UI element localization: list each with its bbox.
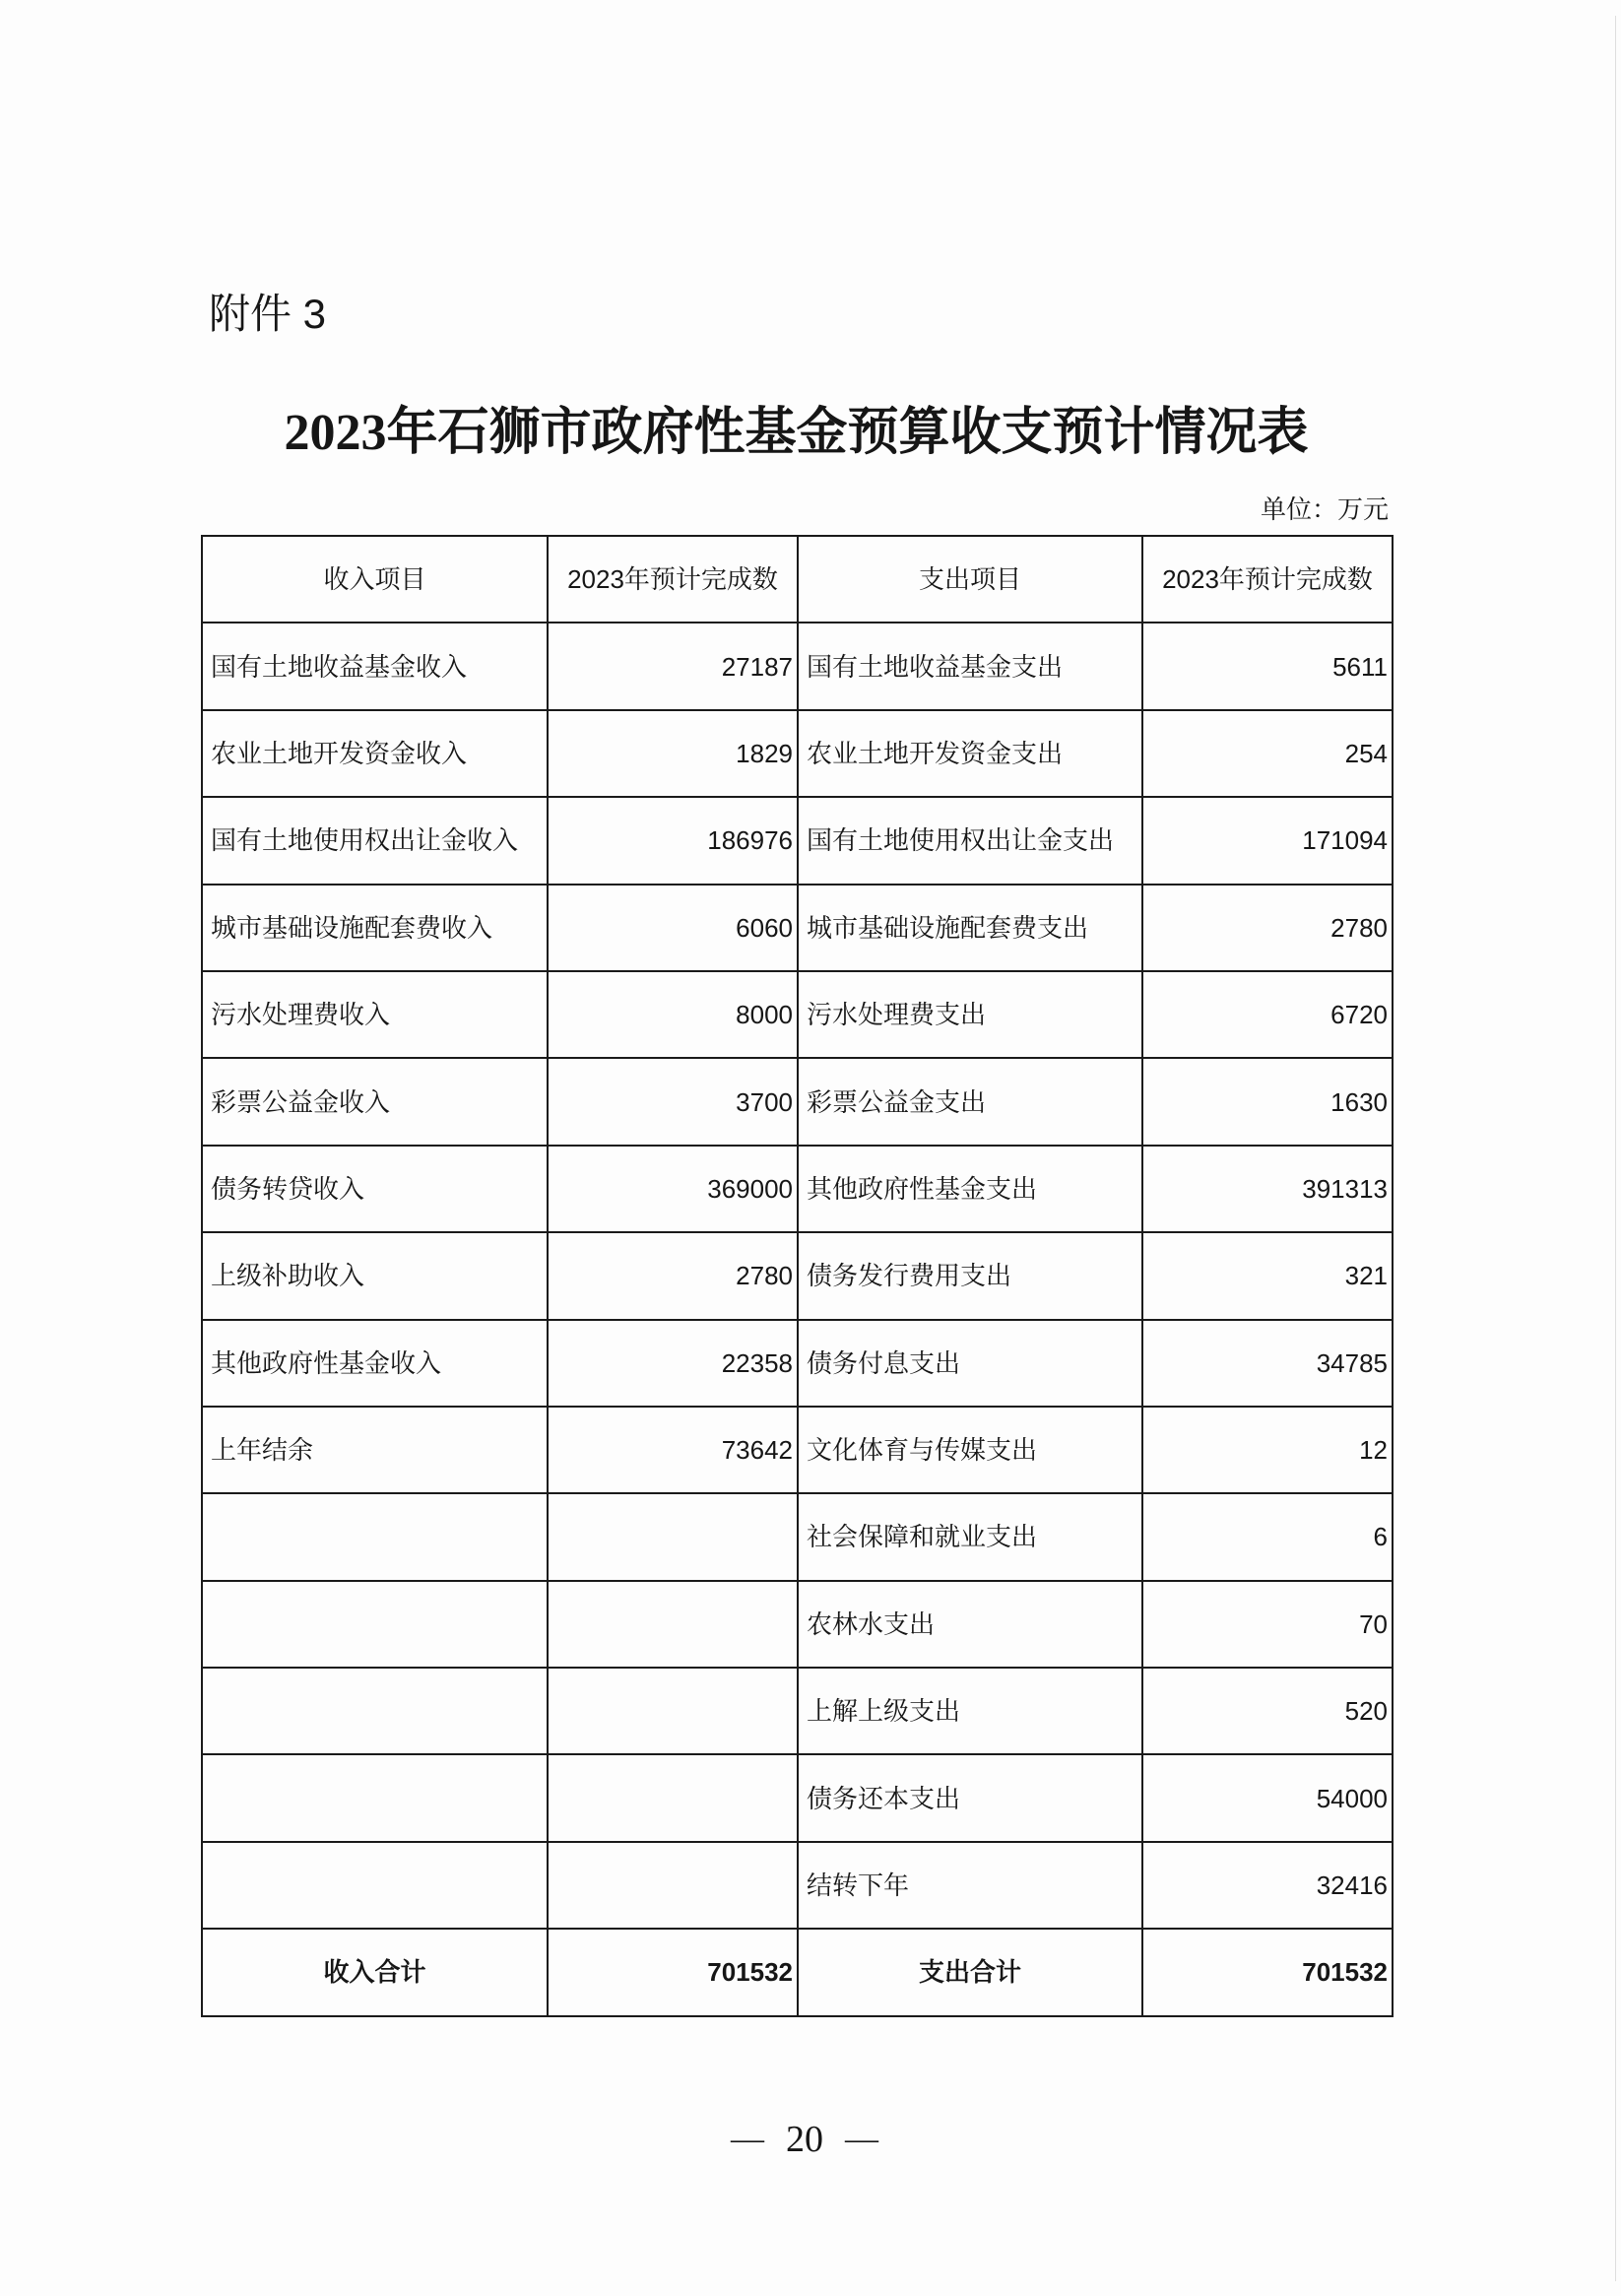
expense-value-cell: 70 bbox=[1142, 1581, 1393, 1668]
income-value-cell bbox=[548, 1842, 798, 1929]
page-number: 20 bbox=[786, 2119, 823, 2160]
expense-value-cell: 5611 bbox=[1142, 623, 1393, 709]
expense-value-cell: 171094 bbox=[1142, 797, 1393, 884]
expense-item-cell: 债务还本支出 bbox=[798, 1754, 1142, 1841]
table-row bbox=[202, 1842, 1393, 1929]
income-value-cell bbox=[548, 1754, 798, 1841]
expense-item-cell: 国有土地收益基金支出 bbox=[798, 623, 1142, 709]
attachment-label: 附件 3 bbox=[209, 291, 327, 337]
expense-value-cell: 321 bbox=[1142, 1232, 1393, 1319]
table-row bbox=[202, 971, 1393, 1058]
table-row bbox=[202, 1232, 1393, 1319]
unit-label: 单位：万元 bbox=[1260, 494, 1389, 524]
table-row bbox=[202, 1146, 1393, 1232]
table-row bbox=[202, 1493, 1393, 1580]
income-value-cell: 6060 bbox=[548, 885, 798, 971]
column-header-income-value: 2023年预计完成数 bbox=[548, 536, 798, 623]
table-row bbox=[202, 623, 1393, 709]
expense-item-cell: 彩票公益金支出 bbox=[798, 1058, 1142, 1145]
income-item-cell: 农业土地开发资金收入 bbox=[202, 710, 548, 797]
expense-total-label: 支出合计 bbox=[798, 1929, 1142, 2015]
income-value-cell: 2780 bbox=[548, 1232, 798, 1319]
table-row bbox=[202, 1668, 1393, 1754]
expense-value-cell: 12 bbox=[1142, 1407, 1393, 1493]
income-value-cell: 369000 bbox=[548, 1146, 798, 1232]
expense-total-value: 701532 bbox=[1142, 1929, 1393, 2015]
expense-item-cell: 债务付息支出 bbox=[798, 1320, 1142, 1407]
expense-item-cell: 社会保障和就业支出 bbox=[798, 1493, 1142, 1580]
page-title: 2023年石狮市政府性基金预算收支预计情况表 bbox=[284, 405, 1309, 461]
table-row bbox=[202, 1320, 1393, 1407]
expense-item-cell: 农林水支出 bbox=[798, 1581, 1142, 1668]
budget-table bbox=[201, 535, 1394, 2017]
income-item-cell: 国有土地收益基金收入 bbox=[202, 623, 548, 709]
expense-value-cell: 54000 bbox=[1142, 1754, 1393, 1841]
income-value-cell: 27187 bbox=[548, 623, 798, 709]
income-value-cell: 22358 bbox=[548, 1320, 798, 1407]
expense-item-cell: 农业土地开发资金支出 bbox=[798, 710, 1142, 797]
expense-item-cell: 国有土地使用权出让金支出 bbox=[798, 797, 1142, 884]
table-row bbox=[202, 797, 1393, 884]
table-row bbox=[202, 1058, 1393, 1145]
table-row bbox=[202, 885, 1393, 971]
income-item-cell: 上级补助收入 bbox=[202, 1232, 548, 1319]
income-value-cell: 8000 bbox=[548, 971, 798, 1058]
expense-value-cell: 6720 bbox=[1142, 971, 1393, 1058]
expense-value-cell: 520 bbox=[1142, 1668, 1393, 1754]
table-row bbox=[202, 1581, 1393, 1668]
income-value-cell: 1829 bbox=[548, 710, 798, 797]
income-item-cell: 上年结余 bbox=[202, 1407, 548, 1493]
page-number-footer bbox=[657, 2116, 952, 2163]
income-item-cell: 污水处理费收入 bbox=[202, 971, 548, 1058]
expense-value-cell: 34785 bbox=[1142, 1320, 1393, 1407]
expense-value-cell: 6 bbox=[1142, 1493, 1393, 1580]
page-edge-line bbox=[1615, 16, 1616, 2281]
expense-item-cell: 结转下年 bbox=[798, 1842, 1142, 1929]
expense-value-cell: 254 bbox=[1142, 710, 1393, 797]
column-header-expense-value: 2023年预计完成数 bbox=[1142, 536, 1393, 623]
income-item-cell bbox=[202, 1581, 548, 1668]
table-row bbox=[202, 1754, 1393, 1841]
income-value-cell bbox=[548, 1668, 798, 1754]
income-total-value: 701532 bbox=[548, 1929, 798, 2015]
income-item-cell bbox=[202, 1493, 548, 1580]
table-row bbox=[202, 710, 1393, 797]
expense-item-cell: 污水处理费支出 bbox=[798, 971, 1142, 1058]
expense-value-cell: 391313 bbox=[1142, 1146, 1393, 1232]
income-item-cell: 彩票公益金收入 bbox=[202, 1058, 548, 1145]
table-total-row bbox=[202, 1929, 1393, 2015]
expense-value-cell: 2780 bbox=[1142, 885, 1393, 971]
income-item-cell: 债务转贷收入 bbox=[202, 1146, 548, 1232]
column-header-expense-item: 支出项目 bbox=[798, 536, 1142, 623]
expense-item-cell: 债务发行费用支出 bbox=[798, 1232, 1142, 1319]
table-row bbox=[202, 1407, 1393, 1493]
column-header-income-item: 收入项目 bbox=[202, 536, 548, 623]
income-value-cell: 3700 bbox=[548, 1058, 798, 1145]
income-value-cell bbox=[548, 1493, 798, 1580]
expense-item-cell: 上解上级支出 bbox=[798, 1668, 1142, 1754]
income-item-cell: 其他政府性基金收入 bbox=[202, 1320, 548, 1407]
page-number-dash-right: — bbox=[845, 2121, 878, 2157]
income-item-cell bbox=[202, 1668, 548, 1754]
page-number-dash-left: — bbox=[731, 2121, 764, 2157]
income-item-cell bbox=[202, 1754, 548, 1841]
expense-item-cell: 其他政府性基金支出 bbox=[798, 1146, 1142, 1232]
expense-item-cell: 城市基础设施配套费支出 bbox=[798, 885, 1142, 971]
income-total-label: 收入合计 bbox=[202, 1929, 548, 2015]
income-value-cell: 186976 bbox=[548, 797, 798, 884]
income-item-cell: 国有土地使用权出让金收入 bbox=[202, 797, 548, 884]
income-value-cell bbox=[548, 1581, 798, 1668]
income-value-cell: 73642 bbox=[548, 1407, 798, 1493]
table-header-row bbox=[202, 536, 1393, 623]
expense-value-cell: 1630 bbox=[1142, 1058, 1393, 1145]
income-item-cell bbox=[202, 1842, 548, 1929]
expense-item-cell: 文化体育与传媒支出 bbox=[798, 1407, 1142, 1493]
income-item-cell: 城市基础设施配套费收入 bbox=[202, 885, 548, 971]
expense-value-cell: 32416 bbox=[1142, 1842, 1393, 1929]
